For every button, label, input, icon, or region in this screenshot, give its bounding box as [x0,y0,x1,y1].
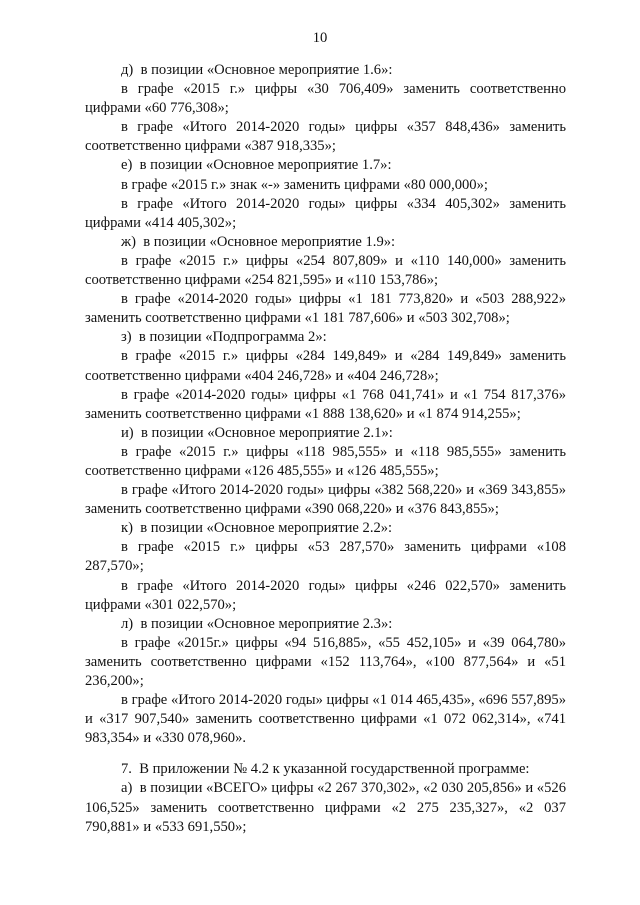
paragraph: е) в позиции «Основное мероприятие 1.7»: [121,157,392,174]
paragraph: а) в позиции «ВСЕГО» цифры «2 267 370,302», «2 030 205,856» и «526 106,525» заменить соответственно цифрами «2 275 235,327», «2 037 790,881» и «533 691,550»; [85,780,566,835]
page-number: 10 [312,30,328,46]
document-body [85,61,566,837]
paragraph: в графе «2015 г.» цифры «53 287,570» заменить цифрами «108 287,570»; [85,539,566,575]
paragraph: в графе «2014-2020 годы» цифры «1 181 773,820» и «503 288,922» заменить соответственно цифрами «1 181 787,606» и «503 302,708»; [85,291,566,327]
paragraph: в графе «2015 г.» цифры «30 706,409» заменить соответственно цифрами «60 776,308»; [85,81,566,117]
paragraph: в графе «2015 г.» цифры «284 149,849» и «284 149,849» заменить соответственно цифрами «404 246,728» и «404 246,728»; [85,348,566,384]
paragraph: в графе «Итого 2014-2020 годы» цифры «246 022,570» заменить цифрами «301 022,570»; [85,577,566,613]
section-heading: 7. В приложении № 4.2 к указанной государственной программе: [121,761,530,778]
paragraph: в графе «Итого 2014-2020 годы» цифры «1 014 465,435», «696 557,895» и «317 907,540» заменить соответственно цифрами «1 072 062,314», «741 983,354» и «330 078,960». [85,692,566,747]
paragraph: к) в позиции «Основное мероприятие 2.2»: [121,520,393,537]
paragraph: в графе «2015 г.» цифры «254 807,809» и «110 140,000» заменить соответственно цифрами «254 821,595» и «110 153,786»; [85,252,566,289]
paragraph: в графе «Итого 2014-2020 годы» цифры «382 568,220» и «369 343,855» заменить соответственно цифрами «390 068,220» и «376 843,855»; [85,482,566,518]
paragraph: в графе «2015 г.» цифры «118 985,555» и «118 985,555» заменить соответственно цифрами «126 485,555» и «126 485,555»; [85,443,566,479]
paragraph: в графе «Итого 2014-2020 годы» цифры «357 848,436» заменить соответственно цифрами «387 918,335»; [85,119,566,155]
paragraph: в графе «Итого 2014-2020 годы» цифры «334 405,302» заменить цифрами «414 405,302»; [85,195,566,231]
paragraph: в графе «2015 г.» знак «-» заменить цифрами «80 000,000»; [121,176,488,193]
paragraph: д) в позиции «Основное мероприятие 1.6»: [121,62,393,78]
paragraph: в графе «2014-2020 годы» цифры «1 768 041,741» и «1 754 817,376» заменить соответственно цифрами «1 888 138,620» и «1 874 914,255»; [85,386,566,422]
paragraph: и) в позиции «Основное мероприятие 2.1»: [121,424,393,441]
paragraph: в графе «2015г.» цифры «94 516,885», «55 452,105» и «39 064,780» заменить соответственно цифрами «152 113,764», «100 877,564» и «51 236,200»; [85,634,566,689]
paragraph: з) в позиции «Подпрограмма 2»: [121,329,327,346]
paragraph: ж) в позиции «Основное мероприятие 1.9»: [121,233,396,250]
paragraph: л) в позиции «Основное мероприятие 2.3»: [121,615,393,632]
